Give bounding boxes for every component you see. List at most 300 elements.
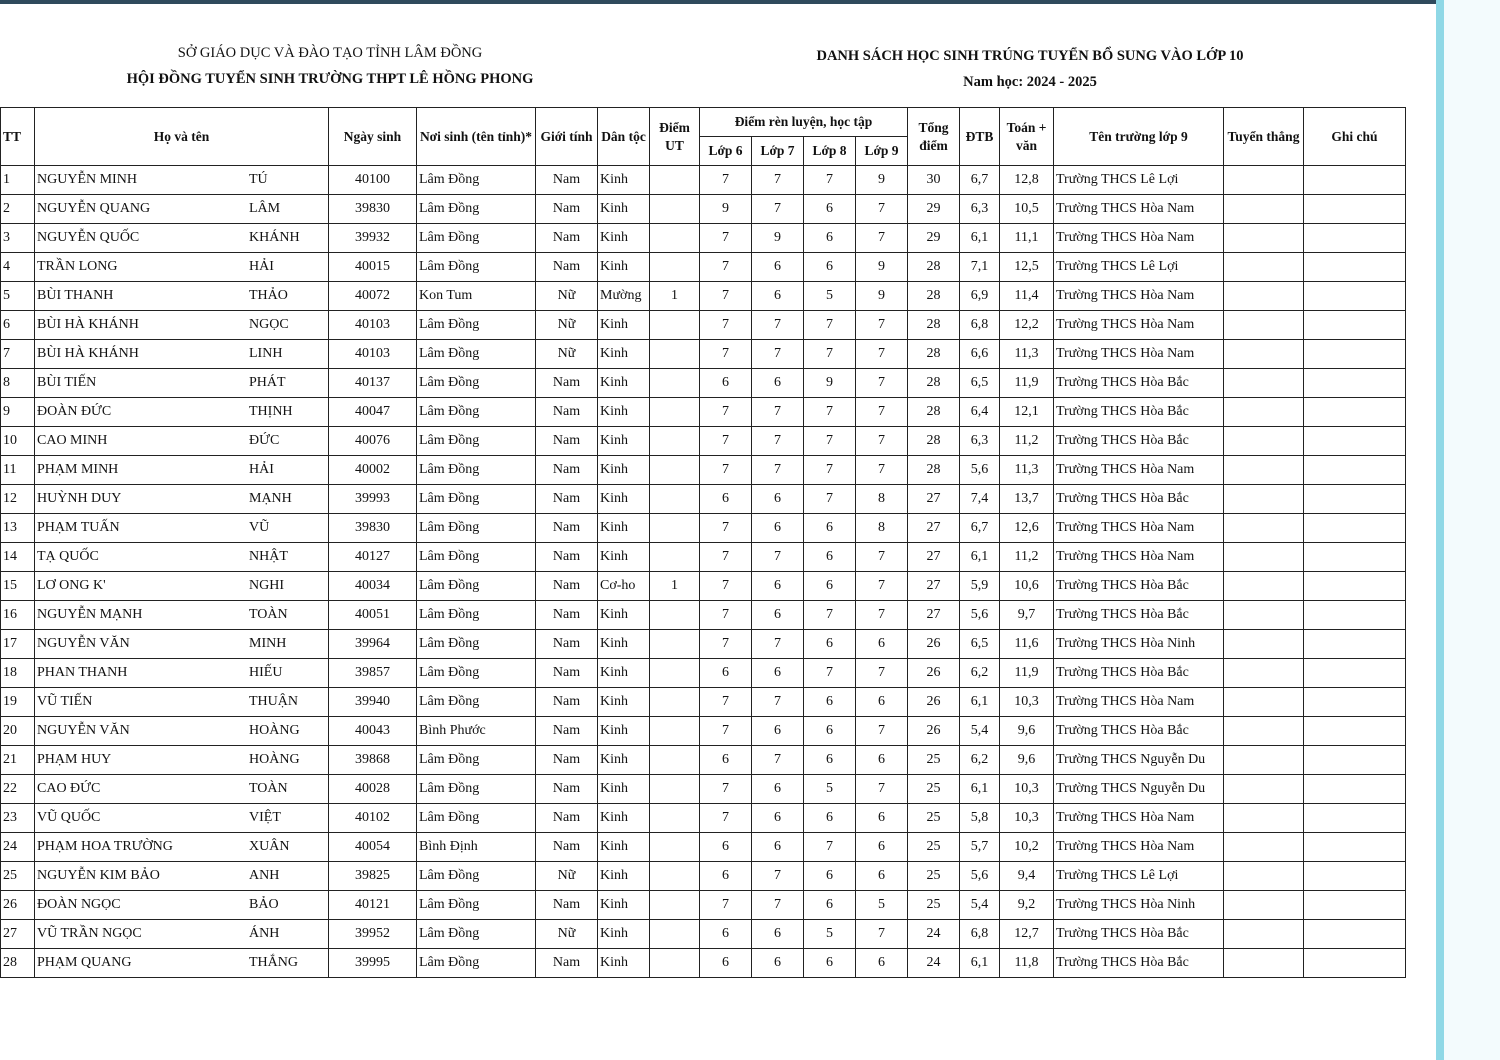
council-name: HỘI ĐỒNG TUYỂN SINH TRƯỜNG THPT LÊ HỒNG PHONG [126, 71, 534, 87]
cell-grade8: 6 [804, 804, 856, 833]
cell-name [35, 891, 329, 920]
cell-grade7: 6 [752, 601, 804, 630]
cell-math-lit: 11,2 [1000, 427, 1054, 456]
table-row [1, 369, 1406, 398]
cell-gender: Nữ [536, 862, 598, 891]
cell-dob: 39995 [329, 949, 417, 978]
cell-ethnic: Kinh [598, 891, 650, 920]
given-name: XUÂN [249, 839, 290, 854]
cell-math-lit: 10,3 [1000, 688, 1054, 717]
cell-name [35, 949, 329, 978]
cell-grade9: 7 [856, 224, 908, 253]
cell-ethnic: Kinh [598, 456, 650, 485]
cell-gender: Nam [536, 543, 598, 572]
cell-stt: 7 [1, 340, 35, 369]
cell-stt: 15 [1, 572, 35, 601]
cell-priority: 1 [650, 282, 700, 311]
family-middle-name: PHAN THANH [37, 665, 128, 680]
cell-stt: 10 [1, 427, 35, 456]
cell-total: 25 [908, 862, 960, 891]
col-grade6: Lớp 6 [700, 137, 752, 166]
cell-note [1304, 833, 1406, 862]
cell-total: 28 [908, 369, 960, 398]
cell-grade7: 6 [752, 775, 804, 804]
family-middle-name: BÙI TIẾN [37, 375, 97, 390]
cell-ethnic: Kinh [598, 949, 650, 978]
cell-priority [650, 746, 700, 775]
cell-priority [650, 775, 700, 804]
cell-priority [650, 601, 700, 630]
cell-math-lit: 9,7 [1000, 601, 1054, 630]
cell-note [1304, 340, 1406, 369]
cell-school: Trường THCS Hòa Nam [1054, 543, 1224, 572]
given-name: ANH [249, 868, 280, 883]
cell-birthplace: Bình Phước [417, 717, 536, 746]
cell-school: Trường THCS Lê Lợi [1054, 253, 1224, 282]
cell-ethnic: Kinh [598, 630, 650, 659]
cell-grade7: 7 [752, 630, 804, 659]
cell-dob: 40103 [329, 340, 417, 369]
cell-dob: 40054 [329, 833, 417, 862]
cell-school: Trường THCS Hòa Nam [1054, 282, 1224, 311]
table-row [1, 746, 1406, 775]
family-middle-name: VŨ TIẾN [37, 694, 93, 709]
cell-math-lit: 12,6 [1000, 514, 1054, 543]
cell-total: 25 [908, 746, 960, 775]
cell-grade6: 6 [700, 485, 752, 514]
cell-note [1304, 195, 1406, 224]
cell-direct [1224, 427, 1304, 456]
cell-grade9: 6 [856, 949, 908, 978]
cell-stt: 2 [1, 195, 35, 224]
cell-grade9: 6 [856, 833, 908, 862]
cell-grade9: 7 [856, 398, 908, 427]
cell-avg: 6,1 [960, 224, 1000, 253]
given-name: TOÀN [249, 607, 288, 622]
table-row [1, 514, 1406, 543]
cell-grade8: 5 [804, 282, 856, 311]
cell-school: Trường THCS Hòa Ninh [1054, 630, 1224, 659]
col-birthplace: Nơi sinh (tên tỉnh)* [417, 108, 536, 166]
cell-direct [1224, 514, 1304, 543]
cell-math-lit: 11,9 [1000, 659, 1054, 688]
cell-dob: 40028 [329, 775, 417, 804]
cell-note [1304, 514, 1406, 543]
cell-birthplace: Lâm Đồng [417, 398, 536, 427]
cell-grade6: 7 [700, 891, 752, 920]
cell-grade9: 9 [856, 282, 908, 311]
cell-school: Trường THCS Hòa Bắc [1054, 427, 1224, 456]
col-ethnic: Dân tộc [598, 108, 650, 166]
cell-grade8: 5 [804, 775, 856, 804]
cell-grade8: 7 [804, 427, 856, 456]
cell-ethnic: Cơ-ho [598, 572, 650, 601]
cell-grade7: 7 [752, 543, 804, 572]
cell-priority [650, 659, 700, 688]
cell-avg: 7,4 [960, 485, 1000, 514]
cell-note [1304, 746, 1406, 775]
given-name: LINH [249, 346, 283, 361]
cell-priority [650, 253, 700, 282]
cell-grade9: 7 [856, 340, 908, 369]
cell-stt: 24 [1, 833, 35, 862]
cell-grade7: 6 [752, 572, 804, 601]
cell-direct [1224, 572, 1304, 601]
cell-ethnic: Kinh [598, 833, 650, 862]
given-name: TOÀN [249, 781, 288, 796]
cell-note [1304, 427, 1406, 456]
table-row [1, 398, 1406, 427]
cell-birthplace: Lâm Đồng [417, 862, 536, 891]
cell-grade9: 6 [856, 630, 908, 659]
table-row [1, 485, 1406, 514]
cell-priority [650, 949, 700, 978]
cell-grade6: 7 [700, 166, 752, 195]
cell-name [35, 775, 329, 804]
cell-direct [1224, 195, 1304, 224]
cell-total: 25 [908, 775, 960, 804]
family-middle-name: BÙI THANH [37, 288, 114, 303]
col-avg: ĐTB [960, 108, 1000, 166]
cell-stt: 21 [1, 746, 35, 775]
cell-grade6: 7 [700, 427, 752, 456]
cell-direct [1224, 369, 1304, 398]
cell-gender: Nam [536, 717, 598, 746]
cell-grade8: 7 [804, 398, 856, 427]
cell-birthplace: Lâm Đồng [417, 427, 536, 456]
family-middle-name: PHẠM MINH [37, 462, 119, 477]
cell-direct [1224, 398, 1304, 427]
cell-avg: 5,6 [960, 601, 1000, 630]
cell-grade7: 7 [752, 340, 804, 369]
cell-birthplace: Lâm Đồng [417, 311, 536, 340]
cell-ethnic: Kinh [598, 485, 650, 514]
cell-birthplace: Lâm Đồng [417, 775, 536, 804]
cell-math-lit: 10,2 [1000, 833, 1054, 862]
cell-birthplace: Lâm Đồng [417, 485, 536, 514]
school-year: Nam học: 2024 - 2025 [963, 74, 1097, 90]
cell-ethnic: Kinh [598, 543, 650, 572]
cell-total: 26 [908, 688, 960, 717]
cell-birthplace: Lâm Đồng [417, 253, 536, 282]
cell-avg: 6,8 [960, 311, 1000, 340]
cell-gender: Nam [536, 369, 598, 398]
table-row [1, 224, 1406, 253]
cell-grade7: 7 [752, 195, 804, 224]
cell-math-lit: 9,2 [1000, 891, 1054, 920]
col-name: Họ và tên [35, 108, 329, 166]
cell-grade6: 6 [700, 369, 752, 398]
cell-math-lit: 12,1 [1000, 398, 1054, 427]
cell-grade8: 6 [804, 688, 856, 717]
cell-total: 28 [908, 398, 960, 427]
cell-grade7: 9 [752, 224, 804, 253]
cell-dob: 39993 [329, 485, 417, 514]
cell-grade9: 8 [856, 514, 908, 543]
cell-priority [650, 166, 700, 195]
cell-birthplace: Lâm Đồng [417, 456, 536, 485]
cell-math-lit: 10,3 [1000, 804, 1054, 833]
cell-grade6: 7 [700, 775, 752, 804]
cell-grade8: 6 [804, 543, 856, 572]
family-middle-name: NGUYỄN MẠNH [37, 607, 143, 622]
given-name: PHÁT [249, 375, 286, 390]
family-middle-name: HUỲNH DUY [37, 491, 122, 506]
cell-math-lit: 13,7 [1000, 485, 1054, 514]
cell-name [35, 514, 329, 543]
family-middle-name: PHẠM HOA TRƯỜNG [37, 839, 173, 854]
cell-ethnic: Kinh [598, 253, 650, 282]
cell-name [35, 166, 329, 195]
cell-name [35, 340, 329, 369]
cell-school: Trường THCS Hòa Bắc [1054, 369, 1224, 398]
cell-school: Trường THCS Hòa Bắc [1054, 920, 1224, 949]
family-middle-name: BÙI HÀ KHÁNH [37, 317, 139, 332]
cell-direct [1224, 688, 1304, 717]
cell-grade6: 7 [700, 572, 752, 601]
given-name: VIỆT [249, 810, 281, 825]
family-middle-name: NGUYỄN QUANG [37, 201, 151, 216]
cell-grade9: 7 [856, 543, 908, 572]
scan-right-edge [1436, 0, 1444, 1060]
cell-grade6: 7 [700, 253, 752, 282]
cell-grade7: 7 [752, 456, 804, 485]
cell-direct [1224, 282, 1304, 311]
cell-note [1304, 601, 1406, 630]
cell-grade8: 7 [804, 601, 856, 630]
cell-name [35, 688, 329, 717]
cell-dob: 39932 [329, 224, 417, 253]
cell-direct [1224, 456, 1304, 485]
cell-grade8: 7 [804, 659, 856, 688]
cell-school: Trường THCS Hòa Nam [1054, 340, 1224, 369]
table-row [1, 456, 1406, 485]
cell-ethnic: Kinh [598, 862, 650, 891]
cell-avg: 6,1 [960, 688, 1000, 717]
cell-direct [1224, 630, 1304, 659]
cell-grade7: 6 [752, 514, 804, 543]
cell-birthplace: Lâm Đồng [417, 369, 536, 398]
cell-grade9: 7 [856, 775, 908, 804]
cell-grade6: 7 [700, 456, 752, 485]
cell-birthplace: Lâm Đồng [417, 166, 536, 195]
cell-birthplace: Lâm Đồng [417, 601, 536, 630]
cell-priority [650, 688, 700, 717]
cell-direct [1224, 891, 1304, 920]
cell-ethnic: Kinh [598, 659, 650, 688]
cell-avg: 6,1 [960, 775, 1000, 804]
family-middle-name: NGUYỄN KIM BẢO [37, 868, 160, 883]
cell-note [1304, 862, 1406, 891]
cell-direct [1224, 949, 1304, 978]
table-row [1, 195, 1406, 224]
cell-grade6: 7 [700, 717, 752, 746]
table-row [1, 949, 1406, 978]
department-name: SỞ GIÁO DỤC VÀ ĐÀO TẠO TỈNH LÂM ĐỒNG [177, 45, 483, 61]
cell-stt: 28 [1, 949, 35, 978]
cell-gender: Nữ [536, 282, 598, 311]
cell-total: 28 [908, 282, 960, 311]
cell-stt: 11 [1, 456, 35, 485]
cell-note [1304, 891, 1406, 920]
cell-grade6: 7 [700, 340, 752, 369]
cell-grade6: 7 [700, 311, 752, 340]
cell-avg: 7,1 [960, 253, 1000, 282]
cell-grade6: 7 [700, 804, 752, 833]
cell-math-lit: 12,8 [1000, 166, 1054, 195]
table-row [1, 311, 1406, 340]
table-row [1, 543, 1406, 572]
cell-gender: Nam [536, 949, 598, 978]
cell-gender: Nam [536, 891, 598, 920]
cell-dob: 39940 [329, 688, 417, 717]
cell-total: 25 [908, 804, 960, 833]
cell-grade8: 6 [804, 746, 856, 775]
cell-priority [650, 891, 700, 920]
cell-grade9: 7 [856, 659, 908, 688]
cell-grade7: 6 [752, 920, 804, 949]
cell-grade9: 7 [856, 920, 908, 949]
cell-stt: 16 [1, 601, 35, 630]
cell-ethnic: Kinh [598, 804, 650, 833]
cell-grade7: 6 [752, 804, 804, 833]
cell-birthplace: Lâm Đồng [417, 920, 536, 949]
cell-grade9: 6 [856, 746, 908, 775]
header-right [770, 43, 1290, 95]
cell-math-lit: 9,4 [1000, 862, 1054, 891]
cell-gender: Nam [536, 775, 598, 804]
cell-school: Trường THCS Hòa Nam [1054, 833, 1224, 862]
cell-dob: 40121 [329, 891, 417, 920]
cell-name [35, 717, 329, 746]
cell-direct [1224, 717, 1304, 746]
given-name: THỊNH [249, 404, 293, 419]
col-note: Ghi chú [1304, 108, 1406, 166]
cell-school: Trường THCS Lê Lợi [1054, 166, 1224, 195]
cell-ethnic: Kinh [598, 311, 650, 340]
cell-birthplace: Lâm Đồng [417, 746, 536, 775]
table-row [1, 572, 1406, 601]
cell-school: Trường THCS Hòa Bắc [1054, 659, 1224, 688]
cell-avg: 5,7 [960, 833, 1000, 862]
cell-name [35, 485, 329, 514]
cell-grade6: 6 [700, 746, 752, 775]
cell-total: 27 [908, 485, 960, 514]
cell-avg: 6,1 [960, 543, 1000, 572]
cell-ethnic: Kinh [598, 775, 650, 804]
cell-birthplace: Lâm Đồng [417, 514, 536, 543]
student-table [0, 107, 1406, 978]
cell-grade8: 6 [804, 195, 856, 224]
col-grade8: Lớp 8 [804, 137, 856, 166]
cell-avg: 6,2 [960, 659, 1000, 688]
family-middle-name: PHẠM HUY [37, 752, 112, 767]
cell-school: Trường THCS Hòa Nam [1054, 195, 1224, 224]
cell-total: 28 [908, 456, 960, 485]
table-body [1, 166, 1406, 978]
cell-school: Trường THCS Hòa Ninh [1054, 891, 1224, 920]
cell-grade9: 7 [856, 572, 908, 601]
cell-grade8: 6 [804, 224, 856, 253]
table-row [1, 775, 1406, 804]
cell-note [1304, 311, 1406, 340]
cell-grade8: 6 [804, 717, 856, 746]
cell-name [35, 862, 329, 891]
cell-total: 24 [908, 920, 960, 949]
cell-stt: 27 [1, 920, 35, 949]
cell-direct [1224, 862, 1304, 891]
cell-grade8: 5 [804, 920, 856, 949]
cell-total: 30 [908, 166, 960, 195]
table-row [1, 659, 1406, 688]
cell-note [1304, 920, 1406, 949]
cell-avg: 6,6 [960, 340, 1000, 369]
given-name: NGHI [249, 578, 284, 593]
table-row [1, 862, 1406, 891]
cell-grade9: 7 [856, 601, 908, 630]
cell-name [35, 543, 329, 572]
table-row [1, 601, 1406, 630]
cell-birthplace: Lâm Đồng [417, 195, 536, 224]
cell-gender: Nam [536, 833, 598, 862]
family-middle-name: CAO ĐỨC [37, 781, 101, 796]
cell-ethnic: Kinh [598, 601, 650, 630]
cell-name [35, 311, 329, 340]
table-row [1, 920, 1406, 949]
cell-grade7: 6 [752, 282, 804, 311]
cell-grade6: 7 [700, 543, 752, 572]
cell-gender: Nam [536, 688, 598, 717]
cell-grade9: 6 [856, 804, 908, 833]
cell-ethnic: Kinh [598, 746, 650, 775]
given-name: NHẬT [249, 549, 288, 564]
cell-stt: 6 [1, 311, 35, 340]
given-name: KHÁNH [249, 230, 300, 245]
cell-stt: 1 [1, 166, 35, 195]
given-name: HẢI [249, 259, 274, 274]
cell-avg: 5,6 [960, 862, 1000, 891]
given-name: THUẬN [249, 694, 298, 709]
family-middle-name: LƠ ONG K' [37, 578, 106, 593]
cell-grade9: 7 [856, 427, 908, 456]
cell-stt: 5 [1, 282, 35, 311]
cell-name [35, 833, 329, 862]
table-row [1, 688, 1406, 717]
cell-note [1304, 224, 1406, 253]
family-middle-name: NGUYỄN QUỐC [37, 230, 140, 245]
cell-dob: 40103 [329, 311, 417, 340]
given-name: HOÀNG [249, 723, 300, 738]
cell-grade7: 6 [752, 949, 804, 978]
cell-dob: 39952 [329, 920, 417, 949]
cell-birthplace: Lâm Đồng [417, 630, 536, 659]
cell-stt: 12 [1, 485, 35, 514]
cell-note [1304, 630, 1406, 659]
cell-dob: 40102 [329, 804, 417, 833]
given-name: BẢO [249, 897, 279, 912]
cell-ethnic: Mường [598, 282, 650, 311]
cell-avg: 5,8 [960, 804, 1000, 833]
cell-name [35, 369, 329, 398]
cell-grade7: 7 [752, 891, 804, 920]
cell-note [1304, 456, 1406, 485]
cell-grade7: 7 [752, 398, 804, 427]
cell-grade7: 6 [752, 659, 804, 688]
cell-stt: 23 [1, 804, 35, 833]
cell-grade8: 6 [804, 253, 856, 282]
cell-note [1304, 369, 1406, 398]
cell-math-lit: 9,6 [1000, 746, 1054, 775]
